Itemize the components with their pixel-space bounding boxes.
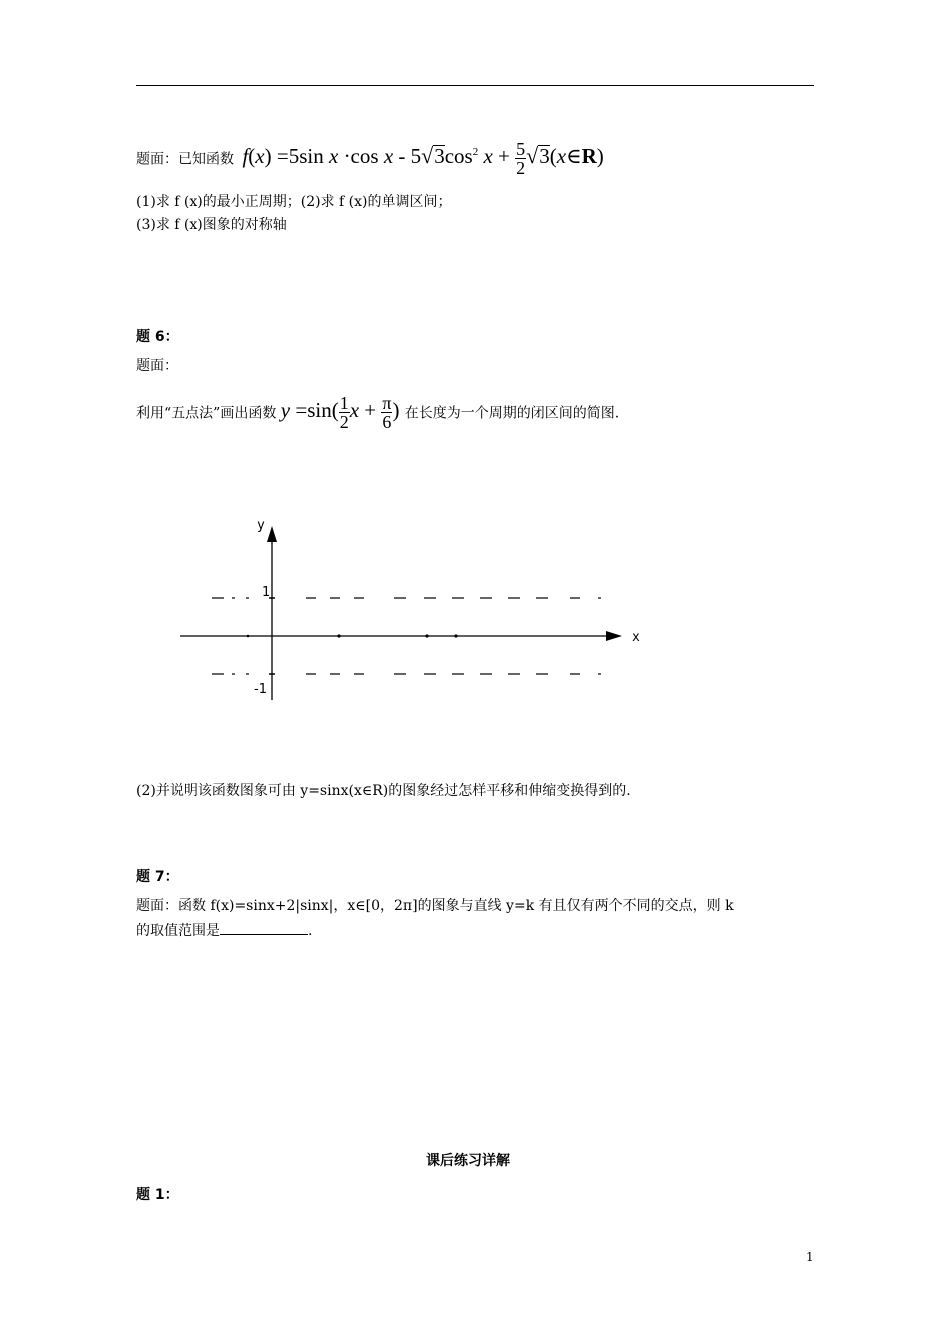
q5-part1: (1)求 f (x)的最小正周期；(2)求 f (x)的单调区间；	[136, 194, 452, 210]
q6-stem-label: 题面：	[136, 358, 178, 374]
q6-title: 题 6：	[136, 329, 179, 345]
q7-line2: 的取值范围是 .	[136, 923, 313, 939]
q7-title: 题 7：	[136, 869, 179, 885]
q5-stem	[136, 140, 604, 177]
q5-formula: f(x) =5sin x ·cos x - $5√3\cos^2$ x + $\frac{5}{2}$ √3(x∈R)	[242, 139, 604, 178]
q6-line-before: 利用“五点法”画出函数	[136, 405, 277, 422]
answers-heading: 课后练习详解	[426, 1153, 510, 1169]
page-number: 1	[806, 1250, 814, 1264]
header-rule	[136, 85, 814, 86]
q5-part3: (3)求 f (x)图象的对称轴	[136, 217, 287, 233]
x-point	[425, 634, 428, 637]
y-axis-arrow	[267, 526, 277, 542]
q6-graph	[170, 510, 660, 710]
y-axis-label: y	[257, 518, 265, 533]
x-axis-label: x	[632, 630, 640, 645]
x-axis-arrow	[606, 631, 622, 641]
q6-formula: y =sin( $\frac{1}{2}$ x + $\frac{\pi}{6}$ )	[280, 393, 400, 432]
q7-line1: 题面：函数 f(x)=sinx+2|sinx|，x∈[0，2π]的图象与直线 y=k 有且仅有两个不同的交点，则 k	[136, 898, 734, 914]
q5-stem-label: 题面：已知函数	[136, 151, 234, 168]
q6-instruction	[136, 394, 619, 431]
x-point	[247, 635, 250, 638]
x-point	[337, 634, 340, 637]
tick-label-1: 1	[262, 585, 271, 600]
x-point	[454, 634, 457, 637]
q6-line-after: 在长度为一个周期的闭区间的简图.	[404, 405, 620, 422]
q6-part2: (2)并说明该函数图象可由 y=sinx(x∈R)的图象经过怎样平移和伸缩变换得到的.	[136, 783, 631, 799]
answer-blank	[220, 922, 308, 935]
answers-q1-title: 题 1：	[136, 1187, 179, 1203]
tick-label-neg1: -1	[254, 682, 267, 697]
